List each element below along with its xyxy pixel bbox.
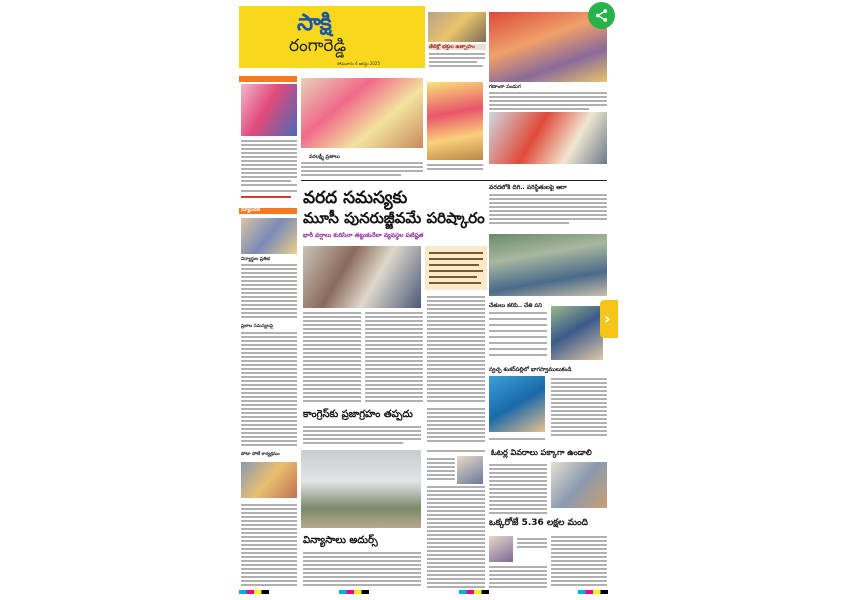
side-item-2: ప్రజాల సమస్యలపై [241, 324, 274, 329]
voters-title: ఓటర్ల వివరాలు పక్కాగా ఉండాలి [491, 448, 592, 457]
side-news-title: న్యూస్‌రీల్ [241, 207, 261, 213]
photo-shop-interior [489, 112, 607, 164]
masthead-date: సోమవారం 4 ఆగస్టు 2025 [337, 61, 381, 66]
photo-couple [241, 84, 297, 136]
photo-pooja-altar [427, 82, 483, 160]
photo-leader [489, 376, 545, 432]
photo-voters-meeting [551, 462, 607, 508]
photo-meeting [303, 246, 421, 308]
photo-helicopter [301, 450, 421, 528]
masthead [239, 6, 425, 68]
photo-devotees [428, 12, 486, 42]
copter-title: విన్యాసాలు అదుర్స్ [303, 535, 378, 546]
count-title: ఒక్కరోజే 5.36 లక్షల మంది [489, 518, 588, 528]
share-button[interactable] [588, 2, 615, 29]
side-item-1: విద్యార్థుల ప్రతిభ [241, 257, 271, 262]
photo-flood [489, 234, 607, 296]
color-bar-left [239, 590, 269, 594]
varalakshmi-caption: వరలక్ష్మీ వ్రతాలు [309, 154, 340, 160]
photo-official [457, 456, 483, 484]
color-bar-right [578, 590, 608, 594]
masthead-edition: రంగారెడ్డి [289, 36, 347, 56]
masthead-logo: సాక్షి [297, 10, 331, 36]
color-bar-center-2 [459, 590, 489, 594]
ad-header [239, 76, 297, 82]
photo-varalakshmi [301, 78, 423, 148]
photo-small [489, 536, 513, 562]
next-page-button[interactable] [600, 300, 618, 338]
right-top-title: తేలిక్లో భక్తుల ఉత్సాహం [429, 44, 475, 50]
color-bar-center-1 [339, 590, 369, 594]
flood-title: వరదలోకి దిగి.. పరిస్థితులపై ఆరా [489, 184, 567, 191]
work-title: చేతులు కలిపి.. చేతి పని [489, 303, 543, 309]
share-icon [594, 8, 609, 23]
main-subhead: భారీ వర్షాలు కురిసినా తట్టుకునేలా వ్యవస్థల పటిష్టత [303, 232, 424, 239]
photo-event [241, 462, 297, 498]
side-item-3: పోటా పోటీ కార్యక్రమం [241, 452, 280, 457]
photo-man-portrait [551, 306, 603, 360]
pooja-caption: గణాంకా పండుగ [489, 84, 521, 90]
congress-title: కాంగ్రెస్‌కు ప్రజాగ్రహం తప్పదు [303, 409, 413, 420]
main-headline-line-1: వరద సమస్యకు [303, 188, 408, 208]
chevron-right-icon: › [604, 309, 611, 328]
main-headline-line-2: మూసీ పునరుజ్జీవమే పరిష్కారం [303, 209, 485, 227]
participation-title: స్వచ్ఛ శంకర్‌పల్లిలో భాగస్వాములుకండి [489, 367, 572, 373]
newspaper-page [239, 6, 609, 594]
photo-students [241, 218, 297, 254]
